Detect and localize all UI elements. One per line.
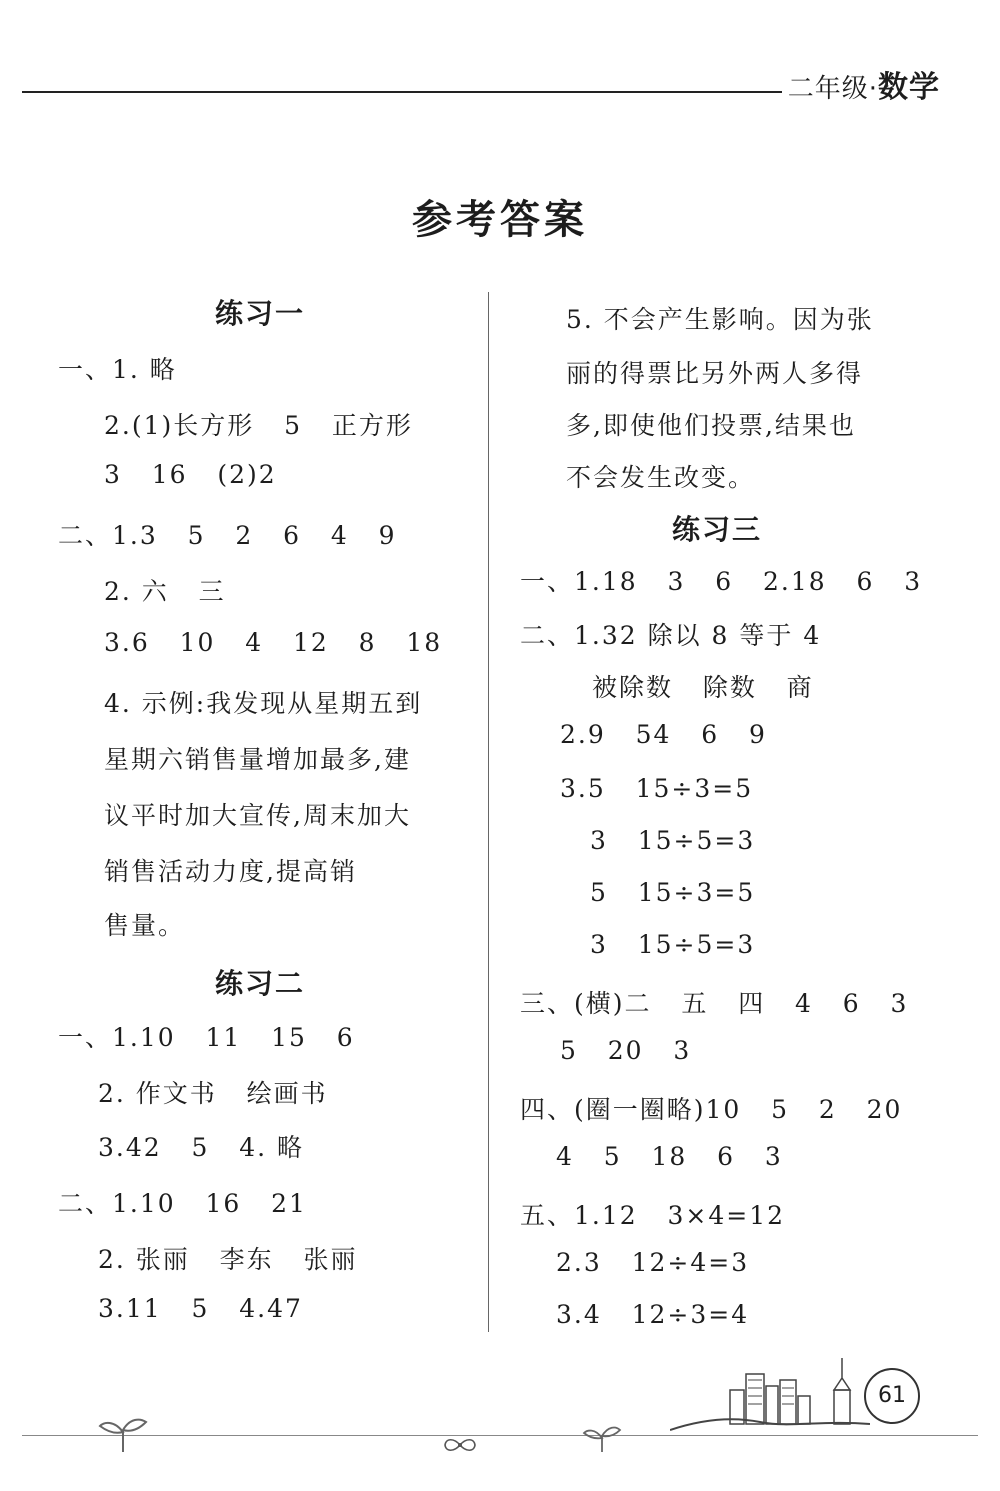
answer-line: 2.9 54 6 9 (560, 720, 767, 749)
header-grade: 二年级 (787, 74, 869, 104)
answer-line: 丽的得票比另外两人多得 (566, 359, 864, 388)
section-heading-practice-2: 练习二 (214, 967, 305, 1000)
header-subject-name: 数学 (878, 70, 940, 105)
answer-line: 3 16 (2)2 (104, 460, 277, 489)
answer-line: 四、(圈一圈略)10 5 2 20 (520, 1095, 903, 1124)
header-separator: · (868, 74, 878, 104)
answer-line: 3.4 12÷3=4 (556, 1300, 750, 1329)
section-heading-practice-3: 练习三 (671, 513, 762, 546)
answer-line: 星期六销售量增加最多,建 (104, 745, 411, 774)
answer-line: 二、1.32 除以 8 等于 4 (520, 621, 822, 650)
page-title: 参考答案 (412, 196, 588, 243)
answer-line: 5 20 3 (560, 1036, 692, 1065)
answer-line: 5. 不会产生影响。因为张 (566, 305, 874, 334)
answer-line: 销售活动力度,提高销 (104, 857, 357, 886)
answer-line: 不会发生改变。 (566, 463, 756, 492)
answer-line: 3.42 5 4. 略 (98, 1133, 305, 1162)
answer-line: 被除数 除数 商 (592, 673, 814, 702)
answer-line: 二、1.3 5 2 6 4 9 (58, 521, 397, 550)
answer-line: 3.6 10 4 12 8 18 (104, 628, 443, 657)
answer-line: 一、1.10 11 15 6 (58, 1023, 355, 1052)
answer-line: 3.5 15÷3=5 (560, 774, 754, 803)
answer-line: 4. 示例:我发现从星期五到 (104, 689, 423, 718)
answer-line: 三、(横)二 五 四 4 6 3 (520, 989, 909, 1018)
answer-line: 4 5 18 6 3 (556, 1142, 783, 1171)
section-heading-practice-1: 练习一 (214, 297, 305, 330)
answer-line: 3 15÷5=3 (590, 930, 756, 959)
answer-line: 议平时加大宣传,周末加大 (104, 801, 411, 830)
city-skyline-icon (670, 1350, 870, 1436)
answer-line: 五、1.12 3×4=12 (520, 1201, 786, 1230)
answer-line: 多,即使他们投票,结果也 (566, 411, 856, 440)
answer-line: 2. 张丽 李东 张丽 (98, 1245, 358, 1274)
answer-line: 一、1. 略 (58, 355, 177, 384)
ribbon-icon (442, 1436, 478, 1454)
answer-line: 2.3 12÷4=3 (556, 1248, 750, 1277)
answer-line: 售量。 (104, 911, 186, 940)
answer-line: 5 15÷3=5 (590, 878, 756, 907)
answer-line: 二、1.10 16 21 (58, 1189, 307, 1218)
answer-line: 3 15÷5=3 (590, 826, 756, 855)
header-rule (22, 91, 782, 93)
answer-line: 2. 六 三 (104, 577, 226, 606)
answer-line: 3.11 5 4.47 (98, 1294, 303, 1323)
sprout-icon (98, 1408, 148, 1454)
answer-line: 2. 作文书 绘画书 (98, 1079, 328, 1108)
sprout-icon (582, 1420, 622, 1454)
answer-line: 一、1.18 3 6 2.18 6 3 (520, 567, 923, 596)
column-divider (488, 292, 489, 1332)
answer-line: 2.(1)长方形 5 正方形 (104, 411, 413, 440)
page-number: 61 (864, 1368, 920, 1424)
header-subject (788, 62, 940, 106)
